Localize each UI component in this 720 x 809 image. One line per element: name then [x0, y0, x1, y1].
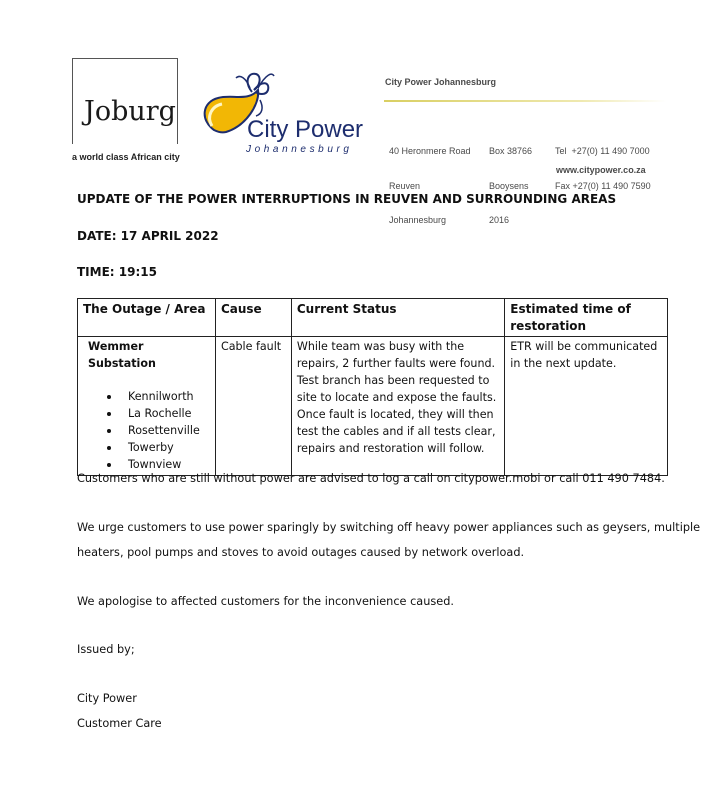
address-block: [389, 123, 471, 238]
website-link[interactable]: www.citypower.co.za: [556, 165, 646, 175]
call-advice-text: Customers who are still without power are advised to log a call on citypower.mobi or call 011 490 7484.: [77, 472, 665, 485]
joburg-logo: Joburg: [84, 96, 176, 127]
header-status: Current Status: [291, 299, 504, 337]
table-row: [78, 337, 668, 476]
box-block: [489, 123, 532, 238]
address-line: Johannesburg: [389, 215, 447, 225]
issued-by-label: Issued by;: [77, 643, 135, 656]
box-line: Booysens: [489, 180, 529, 191]
document-date: DATE: 17 APRIL 2022: [77, 229, 219, 243]
header-etr: Estimated time of restoration: [505, 299, 668, 337]
cell-status: While team was busy with the repairs, 2 further faults were found. Test branch has been requested to site to locate and expose the faults. Once fault is located, they will then test the cables and if all tests clear, repairs and restoration will follow.: [291, 337, 504, 476]
box-line: 2016: [489, 215, 510, 225]
signature-org: City Power: [77, 692, 137, 705]
company-name: City Power Johannesburg: [385, 77, 497, 87]
substation-name: Wemmer Substation: [88, 340, 156, 370]
outage-table: [77, 298, 668, 476]
citypower-logo: City Power: [247, 116, 364, 143]
citypower-logo-sub: Johannesburg: [246, 144, 353, 155]
header-area: The Outage / Area: [78, 299, 216, 337]
list-item: Townview: [83, 456, 211, 473]
tel-line: Tel +27(0) 11 490 7000: [555, 146, 650, 156]
list-item: Kennilworth: [83, 388, 211, 405]
header-cause: Cause: [215, 299, 291, 337]
cell-cause: Cable fault: [215, 337, 291, 476]
address-line: Reuven: [389, 180, 421, 191]
list-item: Towerby: [83, 439, 211, 456]
address-line: 40 Heronmere Road: [389, 146, 471, 156]
box-line: Box 38766: [489, 146, 533, 156]
document-title: UPDATE OF THE POWER INTERRUPTIONS IN REUVEN AND SURROUNDING AREAS: [77, 192, 617, 206]
list-item: Rosettenville: [83, 422, 211, 439]
signature-dept: Customer Care: [77, 717, 162, 730]
urge-text-line2: heaters, pool pumps and stoves to avoid outages caused by network overload.: [77, 546, 525, 559]
apology-text: We apologise to affected customers for the inconvenience caused.: [77, 595, 454, 608]
fax-line: Fax +27(0) 11 490 7590: [555, 180, 651, 191]
joburg-slogan: a world class African city: [72, 152, 180, 162]
letterhead-rule: [384, 100, 666, 102]
cell-area: [78, 337, 216, 476]
table-header-row: [78, 299, 668, 337]
document-time: TIME: 19:15: [77, 265, 157, 279]
urge-text-line1: We urge customers to use power sparingly by switching off heavy power appliances such as geysers, multiple: [77, 521, 701, 534]
list-item: La Rochelle: [83, 405, 211, 422]
cell-etr: ETR will be communicated in the next update.: [505, 337, 668, 476]
area-list: [83, 388, 211, 473]
